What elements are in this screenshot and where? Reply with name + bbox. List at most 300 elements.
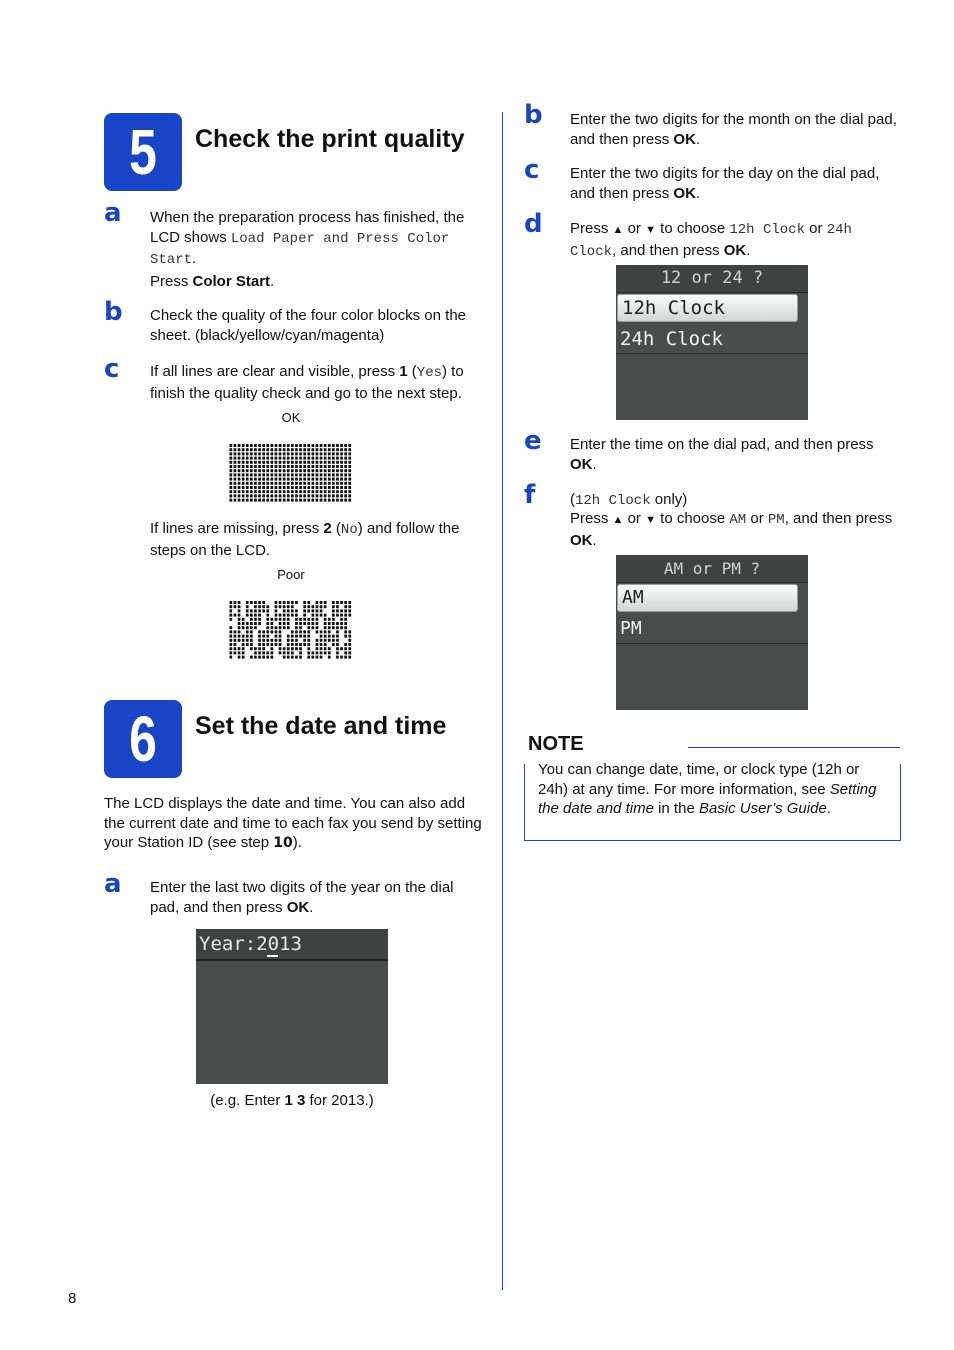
down-arrow-icon: ▼	[645, 224, 656, 236]
pattern-segment	[250, 478, 253, 481]
pattern-segment	[275, 478, 278, 481]
pattern-segment	[283, 499, 286, 502]
pattern-segment	[312, 656, 315, 659]
pattern-segment	[238, 478, 241, 481]
pattern-segment	[230, 647, 233, 650]
pattern-segment	[275, 601, 278, 604]
pattern-segment	[295, 473, 298, 476]
pattern-segment	[287, 482, 290, 485]
period: .	[309, 898, 314, 916]
pattern-segment	[230, 639, 233, 642]
pattern-segment	[230, 473, 233, 476]
pattern-segment	[303, 494, 306, 497]
pattern-segment	[242, 448, 245, 451]
pattern-segment	[246, 605, 249, 608]
pattern-segment	[266, 618, 269, 621]
pattern-segment	[295, 465, 298, 468]
pattern-segment	[287, 635, 290, 638]
pattern-segment	[291, 448, 294, 451]
pattern-segment	[320, 486, 323, 489]
only-label: only)	[650, 491, 688, 508]
pattern-segment	[230, 452, 233, 455]
pattern-segment	[295, 444, 298, 447]
press-label: Press	[570, 510, 613, 527]
pattern-segment	[262, 448, 265, 451]
pattern-segment	[266, 486, 269, 489]
pattern-segment	[344, 469, 347, 472]
pattern-segment	[238, 490, 241, 493]
pattern-segment	[307, 618, 310, 621]
pattern-segment	[344, 618, 347, 621]
pattern-segment	[307, 647, 310, 650]
pattern-segment	[316, 601, 319, 604]
pattern-segment	[299, 444, 302, 447]
pattern-segment	[271, 639, 274, 642]
pattern-segment	[262, 601, 265, 604]
pattern-segment	[246, 452, 249, 455]
pattern-segment	[291, 499, 294, 502]
pattern-segment	[279, 614, 282, 617]
pattern-segment	[258, 647, 261, 650]
pattern-segment	[316, 499, 319, 502]
pattern-segment	[307, 461, 310, 464]
pattern-segment	[328, 461, 331, 464]
pattern-segment	[275, 605, 278, 608]
pattern-segment	[320, 469, 323, 472]
pattern-segment	[242, 499, 245, 502]
pattern-segment	[307, 601, 310, 604]
pattern-segment	[230, 651, 233, 654]
pattern-segment	[332, 626, 335, 629]
pattern-segment	[287, 448, 290, 451]
pattern-segment	[238, 622, 241, 625]
pattern-segment	[271, 626, 274, 629]
pattern-segment	[328, 494, 331, 497]
pattern-segment	[283, 605, 286, 608]
pattern-segment	[258, 622, 261, 625]
pattern-segment	[234, 478, 237, 481]
pattern-segment	[348, 635, 351, 638]
pattern-segment	[344, 473, 347, 476]
pattern-segment	[340, 494, 343, 497]
pattern-segment	[320, 639, 323, 642]
pattern-segment	[344, 651, 347, 654]
pattern-segment	[299, 643, 302, 646]
or-label: or	[623, 220, 646, 237]
pattern-segment	[258, 639, 261, 642]
pattern-segment	[344, 643, 347, 646]
pattern-segment	[275, 614, 278, 617]
pattern-segment	[320, 630, 323, 633]
pattern-segment	[312, 486, 315, 489]
pattern-segment	[307, 643, 310, 646]
pattern-segment	[320, 614, 323, 617]
pattern-segment	[340, 499, 343, 502]
pattern-segment	[234, 452, 237, 455]
pattern-segment	[324, 465, 327, 468]
pattern-segment	[328, 452, 331, 455]
pattern-segment	[295, 601, 298, 604]
pattern-segment	[312, 452, 315, 455]
pattern-segment	[287, 656, 290, 659]
pattern-segment	[344, 486, 347, 489]
pattern-segment	[316, 605, 319, 608]
pattern-segment	[230, 605, 233, 608]
pattern-segment	[254, 618, 257, 621]
pattern-segment	[250, 622, 253, 625]
pattern-segment	[246, 630, 249, 633]
pattern-segment	[230, 457, 233, 460]
pattern-segment	[250, 469, 253, 472]
substep-6b-text	[570, 110, 900, 149]
pattern-segment	[283, 626, 286, 629]
press-label: Press	[570, 220, 613, 237]
pattern-segment	[332, 494, 335, 497]
pattern-segment	[246, 457, 249, 460]
pattern-segment	[258, 630, 261, 633]
pattern-segment	[344, 461, 347, 464]
pattern-segment	[230, 626, 233, 629]
period: .	[746, 241, 751, 259]
pattern-segment	[312, 482, 315, 485]
option-12h-clock: 12h Clock	[729, 222, 805, 238]
pattern-segment	[279, 626, 282, 629]
pattern-segment	[279, 478, 282, 481]
pattern-segment	[287, 444, 290, 447]
pattern-segment	[275, 452, 278, 455]
pattern-segment	[266, 635, 269, 638]
pattern-segment	[271, 452, 274, 455]
pattern-segment	[328, 473, 331, 476]
pattern-segment	[279, 647, 282, 650]
pattern-segment	[266, 478, 269, 481]
lcd-option-yes: Yes	[416, 365, 443, 381]
pattern-segment	[242, 444, 245, 447]
pattern-segment	[271, 643, 274, 646]
pattern-segment	[242, 626, 245, 629]
pattern-segment	[242, 651, 245, 654]
pattern-segment	[303, 444, 306, 447]
pattern-segment	[316, 609, 319, 612]
pattern-segment	[271, 473, 274, 476]
pattern-segment	[307, 626, 310, 629]
pattern-segment	[324, 473, 327, 476]
period: .	[270, 273, 275, 290]
pattern-segment	[283, 465, 286, 468]
pattern-segment	[238, 656, 241, 659]
to-choose-label: to choose	[655, 510, 730, 527]
pattern-segment	[250, 609, 253, 612]
pattern-segment	[324, 482, 327, 485]
pattern-segment	[287, 614, 290, 617]
pattern-segment	[332, 643, 335, 646]
pattern-segment	[279, 618, 282, 621]
pattern-segment	[283, 452, 286, 455]
pattern-segment	[258, 618, 261, 621]
pattern-segment	[307, 639, 310, 642]
pattern-segment	[230, 618, 233, 621]
pattern-segment	[336, 461, 339, 464]
pattern-segment	[320, 482, 323, 485]
pattern-segment	[348, 656, 351, 659]
pattern-segment	[303, 469, 306, 472]
pattern-segment	[234, 643, 237, 646]
pattern-segment	[340, 626, 343, 629]
pattern-segment	[348, 643, 351, 646]
pattern-segment	[258, 461, 261, 464]
pattern-segment	[332, 618, 335, 621]
pattern-segment	[307, 605, 310, 608]
pattern-segment	[332, 482, 335, 485]
period: .	[695, 184, 701, 202]
pattern-segment	[266, 452, 269, 455]
pattern-segment	[238, 499, 241, 502]
pattern-segment	[307, 486, 310, 489]
lcd-menu-item-am[interactable]: AM	[617, 584, 798, 612]
pattern-segment	[283, 618, 286, 621]
pattern-segment	[242, 469, 245, 472]
pattern-segment	[246, 643, 249, 646]
pattern-segment	[295, 614, 298, 617]
pattern-segment	[254, 605, 257, 608]
pattern-segment	[340, 473, 343, 476]
pattern-segment	[258, 494, 261, 497]
pattern-segment	[238, 601, 241, 604]
pattern-segment	[320, 647, 323, 650]
pattern-segment	[336, 444, 339, 447]
pattern-segment	[312, 490, 315, 493]
pattern-segment	[303, 609, 306, 612]
pattern-segment	[303, 482, 306, 485]
pattern-segment	[283, 614, 286, 617]
pattern-segment	[238, 639, 241, 642]
substep-5b-letter: b	[104, 297, 123, 327]
pattern-segment	[283, 469, 286, 472]
pattern-segment	[328, 482, 331, 485]
pattern-segment	[303, 448, 306, 451]
pattern-segment	[258, 465, 261, 468]
pattern-segment	[312, 469, 315, 472]
pattern-segment	[234, 601, 237, 604]
pattern-segment	[348, 490, 351, 493]
pattern-segment	[344, 482, 347, 485]
pattern-segment	[328, 457, 331, 460]
pattern-segment	[279, 486, 282, 489]
pattern-segment	[344, 444, 347, 447]
lcd-clock-type-title: 12 or 24 ?	[616, 265, 808, 293]
pattern-segment	[246, 499, 249, 502]
pattern-segment	[279, 499, 282, 502]
pattern-segment	[336, 490, 339, 493]
pattern-segment	[307, 444, 310, 447]
pattern-segment	[271, 444, 274, 447]
pattern-segment	[230, 478, 233, 481]
pattern-segment	[340, 618, 343, 621]
pattern-segment	[291, 452, 294, 455]
pattern-segment	[238, 473, 241, 476]
pattern-segment	[250, 482, 253, 485]
pattern-segment	[258, 448, 261, 451]
pattern-segment	[242, 494, 245, 497]
pattern-segment	[266, 630, 269, 633]
pattern-segment	[283, 490, 286, 493]
pattern-segment	[324, 486, 327, 489]
pattern-segment	[234, 647, 237, 650]
pattern-segment	[279, 605, 282, 608]
pattern-segment	[291, 478, 294, 481]
pattern-segment	[238, 444, 241, 447]
pattern-segment	[344, 656, 347, 659]
ok-key: OK	[673, 130, 696, 148]
lcd-menu-item-12h[interactable]: 12h Clock	[617, 294, 798, 322]
pattern-segment	[312, 473, 315, 476]
pattern-segment	[340, 482, 343, 485]
pattern-segment	[275, 499, 278, 502]
option-24h-clock: 24h Clock	[570, 222, 852, 260]
pattern-segment	[316, 457, 319, 460]
pattern-segment	[316, 630, 319, 633]
period: .	[592, 455, 597, 473]
pattern-segment	[254, 622, 257, 625]
pattern-segment	[246, 448, 249, 451]
pattern-segment	[307, 457, 310, 460]
pattern-segment	[258, 609, 261, 612]
pattern-segment	[283, 601, 286, 604]
pattern-segment	[328, 622, 331, 625]
pattern-segment	[254, 656, 257, 659]
pattern-segment	[316, 469, 319, 472]
pattern-segment	[316, 643, 319, 646]
pattern-segment	[316, 639, 319, 642]
pattern-segment	[344, 494, 347, 497]
pattern-segment	[246, 626, 249, 629]
pattern-segment	[316, 626, 319, 629]
pattern-segment	[328, 448, 331, 451]
pattern-segment	[324, 618, 327, 621]
pattern-segment	[283, 651, 286, 654]
pattern-segment	[238, 448, 241, 451]
substep-5c-text	[150, 362, 485, 403]
lcd-menu-item-pm[interactable]: PM	[616, 614, 808, 644]
pattern-segment	[316, 448, 319, 451]
substep-6a-pre: Enter the last two digits of the year on the dial pad, and then press	[150, 879, 454, 916]
pattern-segment	[250, 618, 253, 621]
pattern-segment	[271, 461, 274, 464]
pattern-segment	[242, 452, 245, 455]
pattern-segment	[246, 482, 249, 485]
pattern-segment	[320, 635, 323, 638]
step-6-badge	[104, 700, 182, 778]
pattern-segment	[230, 643, 233, 646]
pattern-segment	[238, 486, 241, 489]
pattern-segment	[242, 486, 245, 489]
pattern-segment	[238, 452, 241, 455]
pattern-segment	[266, 457, 269, 460]
pattern-segment	[316, 622, 319, 625]
pattern-segment	[258, 651, 261, 654]
pattern-segment	[332, 609, 335, 612]
pattern-segment	[238, 494, 241, 497]
pattern-segment	[254, 494, 257, 497]
pattern-segment	[242, 490, 245, 493]
pattern-segment	[303, 614, 306, 617]
pattern-segment	[250, 601, 253, 604]
pattern-segment	[242, 622, 245, 625]
pattern-segment	[344, 626, 347, 629]
pattern-segment	[324, 651, 327, 654]
pattern-segment	[295, 478, 298, 481]
pattern-segment	[287, 452, 290, 455]
lcd-cursor	[267, 955, 278, 957]
pattern-segment	[279, 444, 282, 447]
pattern-segment	[324, 647, 327, 650]
pattern-segment	[303, 473, 306, 476]
pattern-segment	[328, 618, 331, 621]
pattern-segment	[336, 656, 339, 659]
pattern-segment	[303, 486, 306, 489]
pattern-segment	[287, 639, 290, 642]
option-12h-clock: 12h Clock	[575, 493, 651, 509]
pattern-segment	[340, 647, 343, 650]
lcd-menu-item-24h[interactable]: 24h Clock	[616, 324, 808, 354]
pattern-segment	[246, 639, 249, 642]
pattern-segment	[275, 473, 278, 476]
pattern-segment	[320, 473, 323, 476]
lcd-message-load-paper: Load Paper and Press Color Start	[150, 230, 450, 268]
pattern-segment	[336, 452, 339, 455]
pattern-segment	[279, 482, 282, 485]
pattern-segment	[262, 444, 265, 447]
pattern-segment	[230, 614, 233, 617]
pattern-segment	[230, 444, 233, 447]
pattern-segment	[307, 473, 310, 476]
intro-pre: The LCD displays the date and time. You can also add the current date and time to each fax you send by setting your Station ID (see step	[104, 795, 482, 851]
pattern-segment	[324, 457, 327, 460]
pattern-segment	[254, 482, 257, 485]
pattern-segment	[238, 465, 241, 468]
pattern-segment	[258, 605, 261, 608]
pattern-segment	[295, 469, 298, 472]
substep-5a-text-pre: When the preparation process has finished, the LCD shows	[150, 209, 465, 246]
pattern-segment	[344, 448, 347, 451]
pattern-segment	[234, 499, 237, 502]
pattern-segment	[234, 635, 237, 638]
pattern-segment	[332, 478, 335, 481]
pattern-segment	[336, 609, 339, 612]
pattern-segment	[238, 605, 241, 608]
pattern-segment	[336, 448, 339, 451]
substep-6c-letter: c	[524, 155, 540, 185]
pattern-segment	[287, 490, 290, 493]
pattern-segment	[336, 605, 339, 608]
pattern-segment	[295, 643, 298, 646]
pattern-segment	[254, 651, 257, 654]
pattern-segment	[328, 635, 331, 638]
pattern-segment	[307, 469, 310, 472]
pattern-segment	[254, 461, 257, 464]
pattern-segment	[266, 651, 269, 654]
pattern-segment	[303, 490, 306, 493]
page-number: 8	[68, 1290, 77, 1307]
pattern-segment	[299, 448, 302, 451]
pattern-segment	[287, 601, 290, 604]
option-pm: PM	[767, 512, 785, 528]
pattern-segment	[332, 444, 335, 447]
pattern-segment	[291, 635, 294, 638]
pattern-segment	[275, 618, 278, 621]
pattern-segment	[246, 486, 249, 489]
pattern-segment	[320, 444, 323, 447]
